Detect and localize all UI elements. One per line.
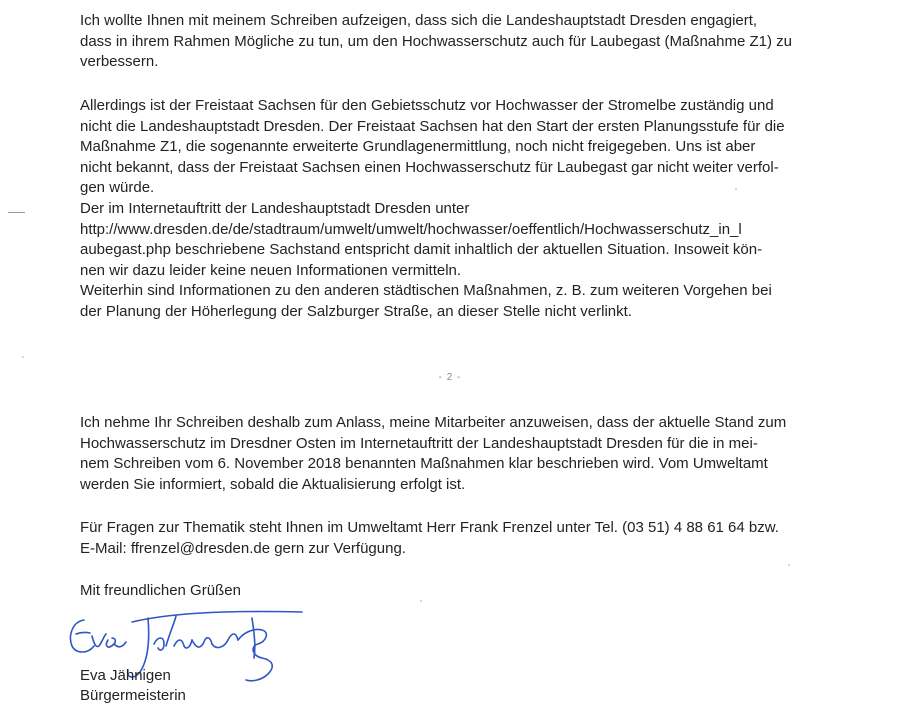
scan-speck (788, 564, 790, 566)
signer-title: Bürgermeisterin (80, 687, 186, 704)
letter-closing: Mit freundlichen Grüßen (80, 582, 241, 599)
signer-name: Eva Jähnigen (80, 667, 171, 684)
scan-speck (735, 188, 737, 190)
scan-speck (420, 600, 422, 602)
letter-paragraph-action: Ich nehme Ihr Schreiben deshalb zum Anlass, meine Mitarbeiter anzuweisen, dass der aktuelle Stand zum Hochwasserschutz im Dresdner Osten im Internetauftritt der Landeshauptstadt Dresden für die in mei- nem Schreiben vom 6. November 2018 benannten Maßnahmen klar beschrieben wird. Vom Umweltamt werden Sie informiert, sobald die Aktualisierung erfolgt ist. (80, 414, 787, 493)
letter-paragraph-contact: Für Fragen zur Thematik steht Ihnen im Umweltamt Herr Frank Frenzel unter Tel. (03 51) 4 88 61 64 bzw. E-Mail: ffrenzel@dresden.de gern zur Verfügung. (80, 519, 779, 557)
letter-paragraph-responsibility: Allerdings ist der Freistaat Sachsen für den Gebietsschutz vor Hochwasser der Stromelbe zuständig und nicht die Landeshauptstadt Dresden. Der Freistaat Sachsen hat den Start der ersten Planungsstufe für die Maßnahme Z1, die sogenannte erweiterte Grundlagenermittlung, noch nicht freigegeben. Uns ist aber nicht bekannt, dass der Freistaat Sachsen einen Hochwasserschutz für Laubegast gar nicht weiter verfol- gen würde. Der im Internetauftritt der Landeshauptstadt Dresden unter http://www.dresden.de/de/stadtraum/umwelt/umwelt/hochwasser/oeffentlich/Hochwasserschutz_in_l aubegast.php beschriebene Sachstand entspricht damit inhaltlich der aktuellen Situation. Insoweit kön- nen wir dazu leider keine neuen Informationen vermitteln. Weiterhin sind Informationen zu den anderen städtischen Maßnahmen, z. B. zum weiteren Vorgehen bei der Planung der Höherlegung der Salzburger Straße, an dieser Stelle nicht verlinkt. (80, 97, 785, 320)
fold-mark (8, 212, 25, 213)
page-number: - 2 - (438, 372, 462, 383)
letter-paragraph-intro: Ich wollte Ihnen mit meinem Schreiben aufzeigen, dass sich die Landeshauptstadt Dresden engagiert, dass in ihrem Rahmen Mögliche zu tun, um den Hochwasserschutz auch für Laubegast (Maßnahme Z1) zu verbessern. (80, 12, 793, 71)
scan-speck (22, 356, 24, 358)
